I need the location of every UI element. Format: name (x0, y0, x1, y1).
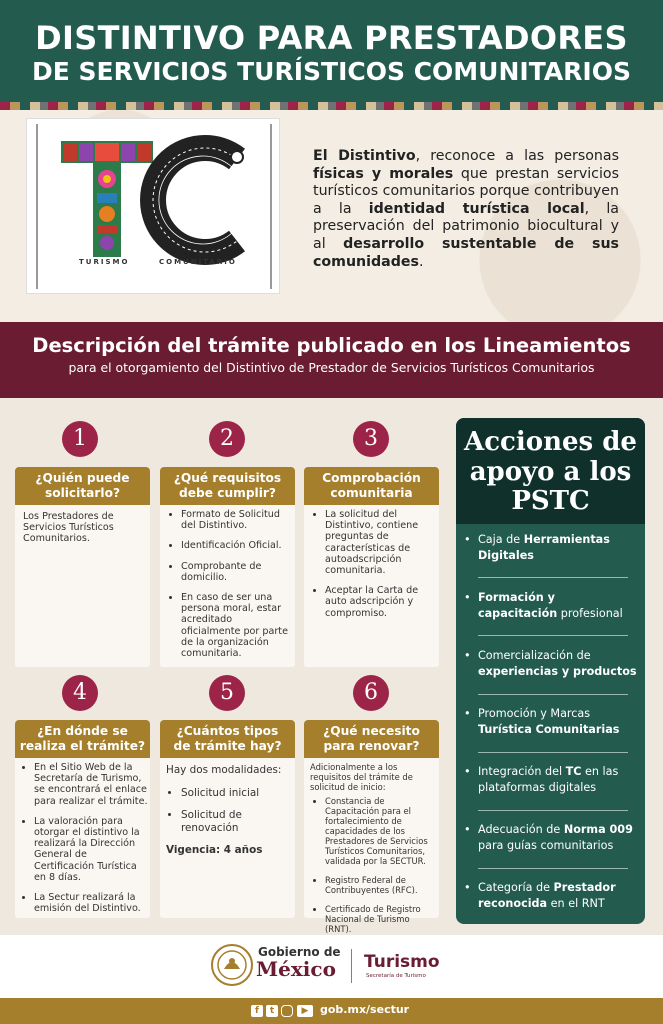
step-2-number: 2 (209, 421, 245, 457)
support-actions-title (456, 428, 645, 517)
step-5-card (160, 720, 295, 918)
intro-text-8: . (418, 253, 424, 270)
support-item-text: Promoción y Marcas (478, 707, 591, 720)
youtube-icon[interactable]: ▶ (297, 1005, 313, 1017)
support-item-strong: Formación y capacitación (478, 591, 558, 620)
gov-name-line2: México (256, 957, 336, 981)
twitter-icon[interactable]: t (266, 1005, 278, 1017)
step-6-card (304, 720, 439, 934)
logo-label-comunitario: COMUNITARIO (159, 258, 237, 266)
footer-divider (351, 949, 352, 983)
dept-subtitle: Secretaría de Turismo (366, 973, 426, 979)
support-item-text: Categoría de (478, 881, 554, 894)
step-5-body (166, 764, 292, 857)
gov-name-line1: Gobierno de (258, 945, 341, 959)
support-item-text: Integración del (478, 765, 566, 778)
support-item-text: Adecuación de (478, 823, 564, 836)
decorative-stripe (0, 102, 663, 110)
list-item: • En caso de ser una persona moral, estar acreditado oficialmente por parte de la organización comunitaria. (181, 592, 292, 659)
step-2-title-line1: ¿Qué requisitos (173, 471, 282, 485)
bullet-icon: • (464, 649, 471, 662)
support-item-strong: TC (565, 765, 582, 778)
intro-text-2: , reconoce a las personas (415, 148, 619, 164)
step-3-title-line2: comunitaria (330, 486, 413, 500)
step-3-card (304, 467, 439, 667)
support-item-strong: Norma 009 (563, 823, 633, 836)
divider (478, 868, 628, 869)
step-4-body (19, 762, 149, 923)
step-4-card (15, 720, 150, 918)
divider (478, 635, 628, 636)
page-title-line2: DE SERVICIOS TURÍSTICOS COMUNITARIOS (32, 57, 631, 86)
support-title-line1: Acciones de (464, 427, 637, 457)
support-item-strong: Prestador reconocida (478, 881, 616, 910)
logo-label-turismo: TURISMO (79, 258, 130, 266)
step-1-title-line1: ¿Quién puede (35, 471, 130, 485)
list-item: • Certificado de Registro Nacional de Turismo (RNT). (325, 904, 438, 934)
list-item: • La solicitud del Distintivo, contiene preguntas de características de autoadscripción comunitaria. (325, 509, 436, 576)
support-item-text: para guías comunitarios (478, 839, 614, 852)
support-item-strong: experiencias y productos (478, 665, 637, 678)
intro-strong-3: físicas y morales (313, 165, 454, 182)
step-5-title-line1: ¿Cuántos tipos (176, 724, 279, 738)
support-item-strong: Herramientas Digitales (478, 533, 610, 562)
facebook-icon[interactable]: f (251, 1005, 263, 1017)
tc-logo-graphic (27, 119, 281, 295)
intro-strong-7: desarrollo sustentable de sus comunidades (313, 235, 619, 270)
step-6-body (310, 762, 438, 943)
support-actions-panel (456, 418, 645, 924)
footer (0, 935, 663, 998)
intro-strong-5: identidad turística local (368, 200, 585, 217)
list-item: • La valoración para otorgar el distintivo la realizará la Dirección General de Certificación Turística en 8 días. (34, 816, 149, 883)
step-2-heading (160, 467, 295, 505)
bullet-icon: • (464, 591, 471, 604)
step-5-title-line2: de trámite hay? (173, 739, 282, 753)
description-band (0, 322, 663, 398)
step-6-number: 6 (353, 675, 389, 711)
step-6-title-line2: para renovar? (323, 739, 420, 753)
list-item: • En el Sitio Web de la Secretaría de Turismo, se encontrará el enlace para realizar el trámite. (34, 762, 149, 807)
website-link[interactable]: gob.mx/sectur (320, 1003, 410, 1016)
step-3-heading (304, 467, 439, 505)
support-item-text: Comercialización de (478, 649, 591, 662)
header-banner (0, 0, 663, 102)
support-item-text: en las plataformas digitales (478, 765, 619, 794)
list-item: • Solicitud de renovación (181, 809, 292, 835)
step-2-body (166, 509, 292, 668)
support-actions-header (456, 418, 645, 524)
step-5-heading (160, 720, 295, 758)
step-5-number: 5 (209, 675, 245, 711)
band-title: Descripción del trámite publicado en los Lineamientos (32, 334, 631, 357)
divider (478, 810, 628, 811)
divider (478, 694, 628, 695)
bullet-icon: • (464, 881, 471, 894)
list-item: • Aceptar la Carta de auto adscripción y compromiso. (325, 585, 436, 619)
page-title-line1: DISTINTIVO PARA PRESTADORES (35, 19, 628, 57)
support-title-line3: PSTC (511, 486, 590, 516)
intro-paragraph (313, 148, 619, 271)
step-4-title-line2: realiza el trámite? (19, 739, 146, 753)
list-item: • La Sectur realizará la emisión del Distintivo. (34, 892, 149, 914)
step-4-heading (15, 720, 150, 758)
intro-strong-1: El Distintivo (313, 148, 416, 164)
bullet-icon: • (464, 707, 471, 720)
support-item-text: Caja de (478, 533, 524, 546)
list-item: • Comprobante de domicilio. (181, 561, 292, 583)
dept-name: Turismo (364, 952, 440, 972)
step-2-card (160, 467, 295, 667)
step-3-body (310, 509, 436, 628)
bullet-icon: • (464, 533, 471, 546)
step-3-title-line1: Comprobación (322, 471, 421, 485)
list-item: • Registro Federal de Contribuyentes (RFC). (325, 875, 438, 895)
step-5-validity: Vigencia: 4 años (166, 844, 263, 856)
step-1-number: 1 (62, 421, 98, 457)
step-3-number: 3 (353, 421, 389, 457)
step-4-number: 4 (62, 675, 98, 711)
list-item: • Solicitud inicial (181, 787, 292, 800)
list-item: • Constancia de Capacitación para el fortalecimiento de capacidades de los Prestadores de Servicios Turísticos Comunitarios, validada por la SECTUR. (325, 796, 438, 866)
band-subtitle: para el otorgamiento del Distintivo de Prestador de Servicios Turísticos Comunitarios (68, 360, 595, 375)
support-item-text: en el RNT (547, 897, 605, 910)
bullet-icon: • (464, 765, 471, 778)
step-6-title-line1: ¿Qué necesito (323, 724, 420, 738)
intro-text-6: , la preservación del patrimonio biocultural y al (313, 200, 619, 252)
step-6-heading (304, 720, 439, 758)
list-item: • Formato de Solicitud del Distintivo. (181, 509, 292, 531)
bullet-icon: • (464, 823, 471, 836)
support-title-line2: apoyo a los (469, 456, 632, 487)
step-1-body: Los Prestadores de Servicios Turísticos Comunitarios. (23, 511, 114, 545)
step-4-title-line1: ¿En dónde se (37, 724, 128, 738)
instagram-icon[interactable] (281, 1005, 293, 1017)
divider (478, 577, 628, 578)
coat-of-arms-icon (210, 943, 254, 987)
step-6-intro: Adicionalmente a los requisitos del trámite de solicitud de inicio: (310, 762, 413, 792)
intro-text-4: que prestan servicios turísticos comunitarios porque contribuyen a la (313, 165, 619, 217)
support-item-strong: Turística Comunitarias (478, 723, 620, 736)
step-1-title-line2: solicitarlo? (44, 486, 121, 500)
step-5-intro: Hay dos modalidades: (166, 764, 282, 776)
support-item-text: profesional (557, 607, 623, 620)
step-2-title-line2: debe cumplir? (179, 486, 276, 500)
bottom-bar (0, 998, 663, 1024)
tc-logo (26, 118, 280, 294)
step-1-heading (15, 467, 150, 505)
step-1-card (15, 467, 150, 667)
list-item: • Identificación Oficial. (181, 540, 292, 551)
divider (478, 752, 628, 753)
